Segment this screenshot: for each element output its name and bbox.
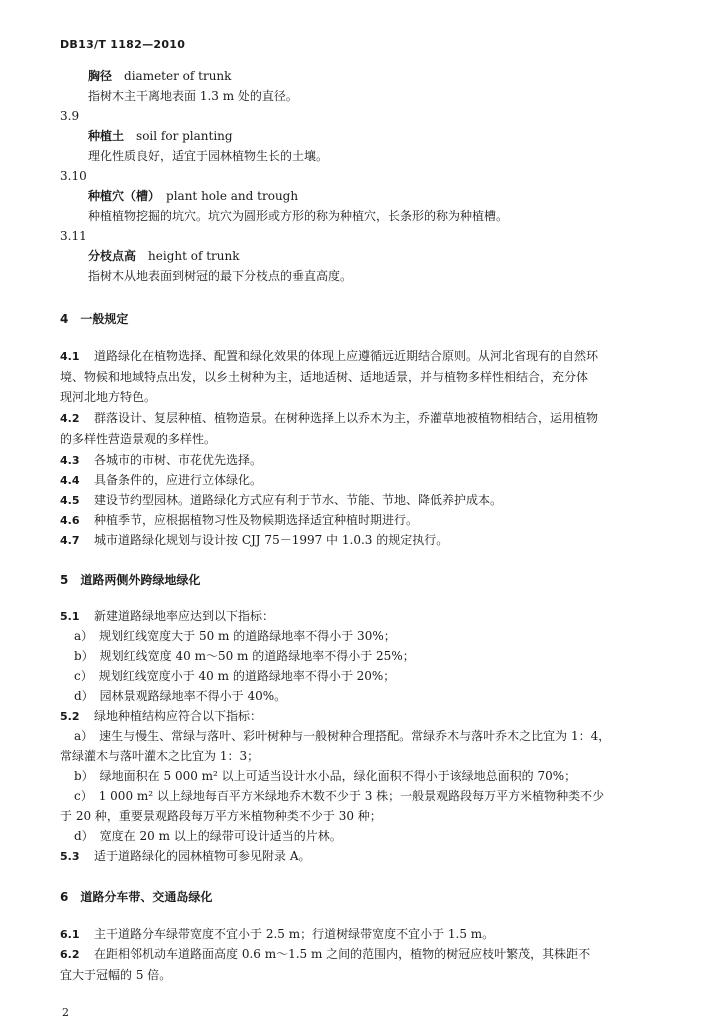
list-item: d） 宽度在 20 m 以上的绿带可设计适当的片林。 bbox=[74, 829, 342, 843]
list-item: d） 园林景观路绿地率不得小于 40%。 bbox=[74, 689, 287, 703]
list-item: a） 规划红线宽度大于 50 m 的道路绿地率不得小于 30%； bbox=[74, 629, 396, 643]
clause-number: 4.2 bbox=[60, 412, 80, 425]
section-5-title: 5 道路两侧外跨绿地绿化 bbox=[60, 573, 201, 587]
clause-4-7 bbox=[60, 530, 448, 551]
clause-6-1 bbox=[60, 924, 494, 945]
term-3-10 bbox=[88, 186, 508, 226]
term-3-11 bbox=[88, 246, 352, 286]
clause-number: 6.2 bbox=[60, 948, 80, 961]
term-number: 3.11 bbox=[60, 229, 87, 243]
clause-4-4 bbox=[60, 470, 262, 491]
clause-text: 群落设计、复层种植、植物造景。在树种选择上以乔木为主，乔灌草地被植物相结合，运用植物 bbox=[94, 411, 599, 425]
term-number: 3.9 bbox=[60, 109, 80, 123]
clause-5-3 bbox=[60, 846, 310, 867]
clause-text: 主干道路分车绿带宽度不宜小于 2.5 m；行道树绿带宽度不宜小于 1.5 m。 bbox=[94, 927, 495, 941]
clause-6-2 bbox=[60, 944, 590, 985]
clause-4-1 bbox=[60, 346, 598, 407]
clause-text: 境、物候和地域特点出发，以乡土树种为主，适地适树、适地适景，并与植物多样性相结合，充分体 bbox=[60, 370, 589, 384]
term-3-9 bbox=[88, 126, 328, 166]
term-def: 理化性质良好，适宜于园林植物生长的土壤。 bbox=[88, 149, 329, 163]
term-cn: 种植穴（槽） bbox=[88, 189, 155, 203]
clause-4-5 bbox=[60, 490, 502, 511]
term-en: diameter of trunk bbox=[124, 69, 232, 83]
clause-number: 6.1 bbox=[60, 928, 80, 941]
clause-number: 5.1 bbox=[60, 610, 80, 623]
list-item: a） 速生与慢生、常绿与落叶、彩叶树种与一般树种合理搭配。常绿乔木与落叶乔木之比宜为 1：4， bbox=[74, 729, 611, 743]
clause-4-6 bbox=[60, 510, 418, 531]
clause-text: 道路绿化在植物选择、配置和绿化效果的体现上应遵循远近期结合原则。从河北省现有的自然环 bbox=[94, 349, 599, 363]
page-number: 2 bbox=[62, 1006, 69, 1019]
term-def: 种植植物挖掘的坑穴。坑穴为圆形或方形的称为种植穴，长条形的称为种植槽。 bbox=[88, 209, 509, 223]
term-def: 指树木从地表面到树冠的最下分枝点的垂直高度。 bbox=[88, 269, 353, 283]
clause-5-1 bbox=[60, 606, 274, 627]
clause-number: 4.7 bbox=[60, 534, 80, 547]
clause-text: 在距相邻机动车道路面高度 0.6 m～1.5 m 之间的范围内，植物的树冠应枝叶繁茂，其株距不 bbox=[94, 947, 591, 961]
term-number: 3.10 bbox=[60, 169, 87, 183]
standard-header: DB13/T 1182—2010 bbox=[60, 38, 186, 51]
term-en: soil for planting bbox=[136, 129, 233, 143]
clause-text: 具备条件的，应进行立体绿化。 bbox=[94, 473, 263, 487]
list-item: b） 绿地面积在 5 000 m² 以上可适当设计水小品，绿化面积不得小于该绿地总面积的 70%； bbox=[74, 769, 577, 783]
clause-text: 现河北地方特色。 bbox=[60, 390, 157, 404]
term-cn: 胸径 bbox=[88, 69, 113, 83]
term-en: plant hole and trough bbox=[166, 189, 299, 203]
clause-number: 4.1 bbox=[60, 350, 80, 363]
clause-text: 绿地种植结构应符合以下指标： bbox=[94, 709, 263, 723]
list-item: c） 1 000 m² 以上绿地每百平方米绿地乔木数不少于 3 株；一般景观路段每万平方米植物种类不少 bbox=[74, 789, 605, 803]
list-item-cont: 于 20 种，重要景观路段每万平方米植物种类不少于 30 种； bbox=[60, 809, 382, 823]
term-cn: 种植土 bbox=[88, 129, 125, 143]
term-cn: 分枝点高 bbox=[88, 249, 137, 263]
list-item-cont: 常绿灌木与落叶灌木之比宜为 1：3； bbox=[60, 749, 260, 763]
clause-text: 种植季节，应根据植物习性及物候期选择适宜种植时期进行。 bbox=[94, 513, 419, 527]
clause-text: 的多样性营造景观的多样性。 bbox=[60, 432, 217, 446]
term-en: height of trunk bbox=[148, 249, 240, 263]
clause-number: 5.3 bbox=[60, 850, 80, 863]
clause-4-2 bbox=[60, 408, 598, 449]
clause-text: 建设节约型园林。道路绿化方式应有利于节水、节能、节地、降低养护成本。 bbox=[94, 493, 503, 507]
clause-text: 新建道路绿地率应达到以下指标： bbox=[94, 609, 275, 623]
clause-text: 城市道路绿化规划与设计按 CJJ 75－1997 中 1.0.3 的规定执行。 bbox=[94, 533, 449, 547]
term-3-8 bbox=[88, 66, 298, 106]
section-6-title: 6 道路分车带、交通岛绿化 bbox=[60, 890, 213, 904]
clause-text: 宜大于冠幅的 5 倍。 bbox=[60, 968, 172, 982]
clause-number: 4.3 bbox=[60, 454, 80, 467]
clause-4-3 bbox=[60, 450, 262, 471]
clause-number: 4.4 bbox=[60, 474, 80, 487]
clause-number: 4.5 bbox=[60, 494, 80, 507]
section-4-title: 4 一般规定 bbox=[60, 312, 129, 326]
clause-number: 4.6 bbox=[60, 514, 80, 527]
clause-5-2 bbox=[60, 706, 262, 727]
term-def: 指树木主干离地表面 1.3 m 处的直径。 bbox=[88, 89, 298, 103]
list-item: c） 规划红线宽度小于 40 m 的道路绿地率不得小于 20%； bbox=[74, 669, 396, 683]
list-item: b） 规划红线宽度 40 m～50 m 的道路绿地率不得小于 25%； bbox=[74, 649, 415, 663]
clause-number: 5.2 bbox=[60, 710, 80, 723]
clause-text: 各城市的市树、市花优先选择。 bbox=[94, 453, 263, 467]
clause-text: 适于道路绿化的园林植物可参见附录 A。 bbox=[94, 849, 311, 863]
